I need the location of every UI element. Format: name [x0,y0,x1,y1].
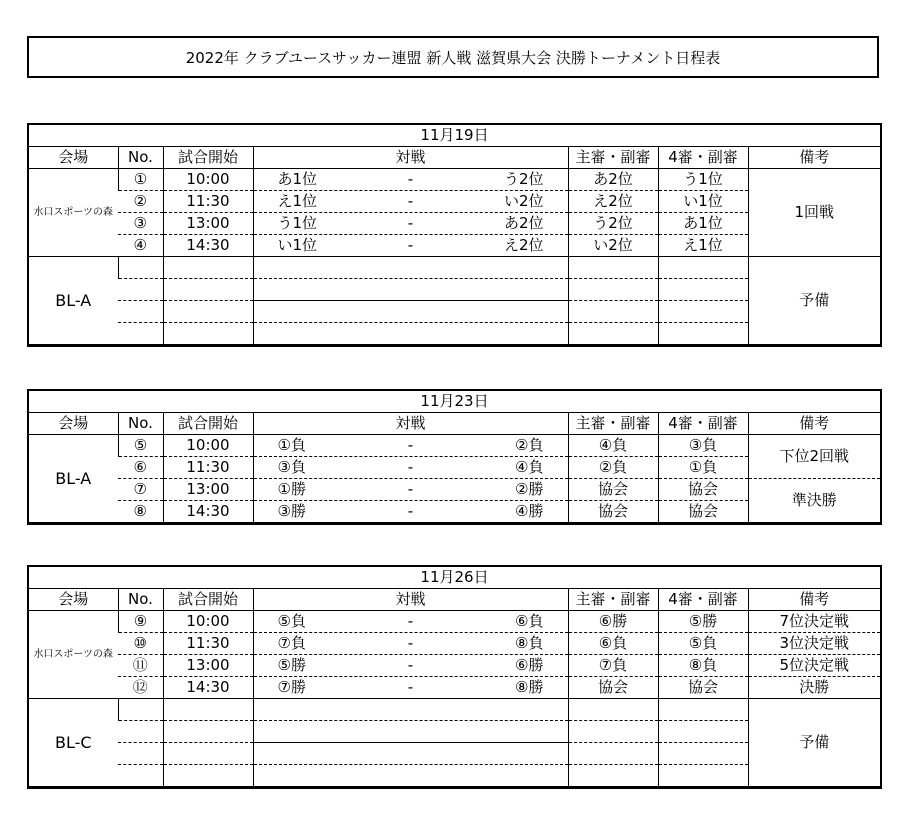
match-number [118,257,163,279]
referee-main: 協会 [568,479,658,501]
matchup-cell [253,169,568,191]
header-ref2: 4審・副審 [658,589,748,611]
referee-main: い2位 [568,235,658,257]
home-team: う1位 [277,214,318,232]
match-row [29,435,880,457]
away-team: え2位 [503,236,544,254]
kickoff-time: 14:30 [163,501,253,523]
home-team: ⑦勝 [277,678,306,696]
referee-fourth [658,323,748,345]
date-row [29,567,880,589]
kickoff-time: 13:00 [163,213,253,235]
matchup-cell [253,257,568,279]
kickoff-time: 10:00 [163,169,253,191]
match-number: ⑩ [118,633,163,655]
away-team: ⑥勝 [515,656,544,674]
match-number: ⑥ [118,457,163,479]
home-team: ③負 [277,458,306,476]
match-number: ⑫ [118,677,163,699]
header-venue: 会場 [29,147,118,169]
referee-fourth [658,279,748,301]
home-team: ⑤勝 [277,656,306,674]
header-no: No. [118,147,163,169]
header-time: 試合開始 [163,413,253,435]
header-time: 試合開始 [163,589,253,611]
date-cell: 11月26日 [29,567,880,589]
match-number [118,301,163,323]
referee-main [568,743,658,765]
schedule-table [29,125,880,345]
header-row [29,413,880,435]
venue-cell: 水口スポーツの森 [29,169,118,257]
home-team: い1位 [277,236,318,254]
referee-main [568,765,658,787]
referee-main: あ2位 [568,169,658,191]
header-no: No. [118,589,163,611]
kickoff-time: 13:00 [163,655,253,677]
match-number: ② [118,191,163,213]
matchup-cell [253,721,568,743]
referee-main: ⑥勝 [568,611,658,633]
referee-fourth: う1位 [658,169,748,191]
kickoff-time: 10:00 [163,435,253,457]
remarks-cell: 準決勝 [748,479,880,523]
kickoff-time [163,699,253,721]
home-team: あ1位 [277,170,318,188]
home-team: ①負 [277,436,306,454]
match-number [118,721,163,743]
referee-main: ⑦負 [568,655,658,677]
match-number [118,743,163,765]
match-number: ④ [118,235,163,257]
remarks-cell: 決勝 [748,677,880,699]
referee-main [568,699,658,721]
venue-cell: BL-A [29,435,118,523]
matchup-cell [253,279,568,301]
matchup-cell [253,301,568,323]
match-number: ⑨ [118,611,163,633]
away-team: ④負 [515,458,544,476]
header-no: No. [118,413,163,435]
date-row [29,391,880,413]
referee-main: ④負 [568,435,658,457]
match-number: ⑧ [118,501,163,523]
kickoff-time: 10:00 [163,611,253,633]
date-cell: 11月23日 [29,391,880,413]
referee-fourth [658,699,748,721]
schedule-nov19 [27,123,882,347]
matchup-cell [253,457,568,479]
away-team: ⑧勝 [515,678,544,696]
referee-fourth [658,743,748,765]
versus-dash: - [407,634,414,652]
date-row [29,125,880,147]
match-number [118,323,163,345]
referee-main [568,721,658,743]
title-text: 2022年 クラブユースサッカー連盟 新人戦 滋賀県大会 決勝トーナメント日程表 [185,48,721,67]
referee-main [568,323,658,345]
match-row [29,169,880,191]
matchup-cell [253,501,568,523]
referee-fourth: ③負 [658,435,748,457]
kickoff-time: 14:30 [163,235,253,257]
referee-main [568,257,658,279]
schedule-table [29,391,880,523]
match-number: ⑪ [118,655,163,677]
referee-fourth [658,765,748,787]
matchup-cell [253,633,568,655]
match-row [29,633,880,655]
header-note: 備考 [748,147,880,169]
referee-fourth: 協会 [658,677,748,699]
away-team: ②負 [515,436,544,454]
matchup-cell [253,677,568,699]
header-time: 試合開始 [163,147,253,169]
match-number: ⑤ [118,435,163,457]
referee-fourth: ⑤負 [658,633,748,655]
header-row [29,589,880,611]
referee-main [568,279,658,301]
match-number [118,279,163,301]
versus-dash: - [407,458,414,476]
document-title [27,36,879,78]
versus-dash: - [407,436,414,454]
header-row [29,147,880,169]
remarks-cell: 下位2回戦 [748,435,880,479]
schedule-table [29,567,880,787]
match-number [118,765,163,787]
away-team: あ2位 [503,214,544,232]
kickoff-time [163,257,253,279]
kickoff-time [163,301,253,323]
match-number: ③ [118,213,163,235]
referee-fourth [658,301,748,323]
referee-main: 協会 [568,501,658,523]
remarks-cell: 予備 [748,699,880,787]
referee-fourth: 協会 [658,479,748,501]
header-note: 備考 [748,589,880,611]
referee-fourth: い1位 [658,191,748,213]
home-team: ⑤負 [277,612,306,630]
matchup-cell [253,743,568,765]
versus-dash: - [407,214,414,232]
venue-cell: BL-A [29,257,118,345]
spare-row [29,699,880,721]
versus-dash: - [407,236,414,254]
referee-fourth: ⑧負 [658,655,748,677]
home-team: え1位 [277,192,318,210]
referee-main: ⑥負 [568,633,658,655]
matchup-cell [253,191,568,213]
home-team: ③勝 [277,502,306,520]
schedule-nov26 [27,565,882,789]
versus-dash: - [407,612,414,630]
referee-main [568,301,658,323]
match-row [29,479,880,501]
kickoff-time: 11:30 [163,191,253,213]
venue-cell: BL-C [29,699,118,787]
date-cell: 11月19日 [29,125,880,147]
versus-dash: - [407,192,414,210]
header-match: 対戦 [253,147,568,169]
header-venue: 会場 [29,413,118,435]
remarks-cell: 予備 [748,257,880,345]
kickoff-time: 14:30 [163,677,253,699]
versus-dash: - [407,656,414,674]
matchup-cell [253,323,568,345]
matchup-cell [253,699,568,721]
matchup-cell [253,655,568,677]
venue-cell: 水口スポーツの森 [29,611,118,699]
kickoff-time: 11:30 [163,633,253,655]
header-ref1: 主審・副審 [568,589,658,611]
kickoff-time [163,765,253,787]
match-number: ⑦ [118,479,163,501]
referee-fourth: 協会 [658,501,748,523]
kickoff-time: 13:00 [163,479,253,501]
referee-fourth: ①負 [658,457,748,479]
away-team: ④勝 [515,502,544,520]
away-team: う2位 [503,170,544,188]
spare-row [29,257,880,279]
remarks-cell: 3位決定戦 [748,633,880,655]
kickoff-time [163,323,253,345]
match-row [29,677,880,699]
header-ref2: 4審・副審 [658,147,748,169]
referee-main: ②負 [568,457,658,479]
matchup-cell [253,435,568,457]
referee-fourth: ⑤勝 [658,611,748,633]
matchup-cell [253,479,568,501]
header-ref2: 4審・副審 [658,413,748,435]
matchup-cell [253,611,568,633]
away-team: い2位 [503,192,544,210]
referee-main: う2位 [568,213,658,235]
header-match: 対戦 [253,413,568,435]
kickoff-time [163,743,253,765]
header-match: 対戦 [253,589,568,611]
header-venue: 会場 [29,589,118,611]
referee-fourth: あ1位 [658,213,748,235]
versus-dash: - [407,170,414,188]
away-team: ②勝 [515,480,544,498]
matchup-cell [253,235,568,257]
kickoff-time: 11:30 [163,457,253,479]
match-number: ① [118,169,163,191]
kickoff-time [163,721,253,743]
match-number [118,699,163,721]
remarks-cell: 7位決定戦 [748,611,880,633]
header-ref1: 主審・副審 [568,413,658,435]
remarks-cell: 1回戦 [748,169,880,257]
matchup-cell [253,765,568,787]
matchup-cell [253,213,568,235]
kickoff-time [163,279,253,301]
versus-dash: - [407,678,414,696]
referee-fourth [658,721,748,743]
schedule-nov23 [27,389,882,525]
header-note: 備考 [748,413,880,435]
home-team: ①勝 [277,480,306,498]
home-team: ⑦負 [277,634,306,652]
versus-dash: - [407,502,414,520]
referee-main: 協会 [568,677,658,699]
referee-main: え2位 [568,191,658,213]
match-row [29,655,880,677]
away-team: ⑧負 [515,634,544,652]
versus-dash: - [407,480,414,498]
match-row [29,611,880,633]
remarks-cell: 5位決定戦 [748,655,880,677]
referee-fourth: え1位 [658,235,748,257]
away-team: ⑥負 [515,612,544,630]
referee-fourth [658,257,748,279]
header-ref1: 主審・副審 [568,147,658,169]
